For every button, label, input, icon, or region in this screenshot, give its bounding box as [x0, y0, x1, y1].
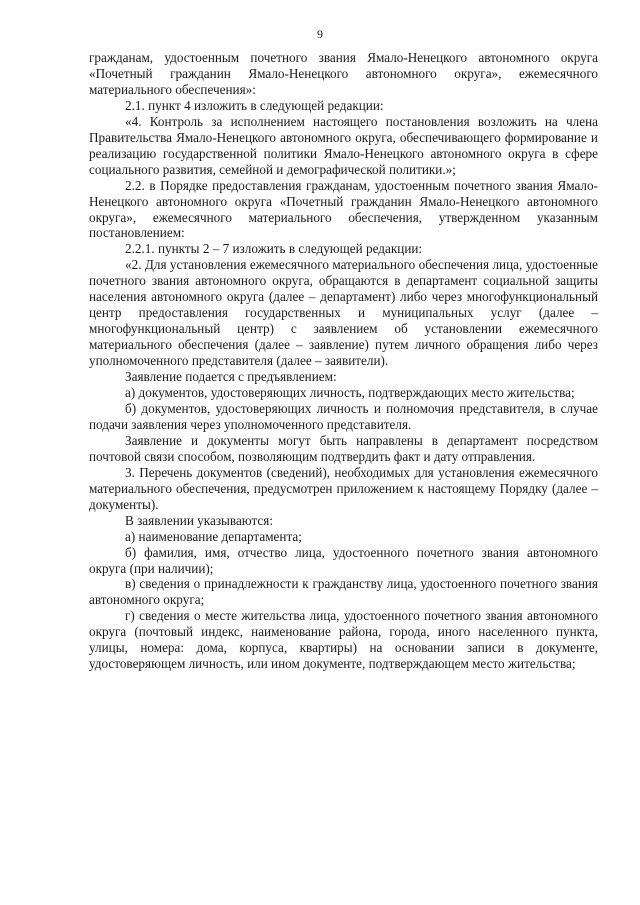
paragraph-contents-a: а) наименование департамента;	[125, 528, 302, 544]
paragraph-contents-v: в) сведения о принадлежности к гражданству лица, удостоенного почетного звания автономного округа;	[89, 576, 598, 608]
paragraph-point-2: «2. Для установления ежемесячного материального обеспечения лица, удостоенные почетного звания автономного округа, обращаются в департамент социальной защиты населения автономного округа (далее – департамент) либо через многофункциональный центр предоставления государственных и муниципальных услуг (далее – многофункциональный центр) с заявлением об установлении ежемесячного материального обеспечения (далее – заявление) путем личного обращения либо через уполномоченного представителя (далее – заявители).	[89, 257, 598, 369]
paragraph-item-2-1: 2.1. пункт 4 изложить в следующей редакции:	[125, 97, 384, 113]
paragraph-contents-g: г) сведения о месте жительства лица, удостоенного почетного звания автономного округа (почтовый индекс, наименование района, города, иного населенного пункта, улицы, номера: дома, корпуса, квартиры) на основании записи в документе, удостоверяющем личность, или ином документе, подтверждающем место жительства;	[89, 608, 598, 672]
paragraph-continuation: гражданам, удостоенным почетного звания Ямало-Ненецкого автономного округа «Почетный гражданин Ямало-Ненецкого автономного округа», ежемесячного материального обеспечения»:	[89, 50, 598, 97]
paragraph-item-2-2-1: 2.2.1. пункты 2 – 7 изложить в следующей редакции:	[125, 241, 423, 257]
paragraph-contents-b: б) фамилия, имя, отчество лица, удостоенного почетного звания автономного округа (при наличии);	[89, 544, 598, 576]
paragraph-point-3: 3. Перечень документов (сведений), необходимых для установления ежемесячного материального обеспечения, предусмотрен приложением к настоящему Порядку (далее – документы).	[89, 464, 598, 512]
paragraph-subitem-b: б) документов, удостоверяющих личность и полномочия представителя, в случае подачи заявления через уполномоченного представителя.	[89, 400, 598, 432]
paragraph-item-2-2: 2.2. в Порядке предоставления гражданам, удостоенным почетного звания Ямало-Ненецкого автономного округа «Почетный гражданин Ямало-Ненецкого автономного округа», ежемесячного материального обеспечения, утвержденном указанным постановлением:	[89, 177, 598, 241]
paragraph-application-submission: Заявление подается с предъявлением:	[125, 369, 337, 385]
paragraph-subitem-a: а) документов, удостоверяющих личность, подтверждающих место жительства;	[125, 385, 575, 401]
document-body	[89, 50, 598, 672]
paragraph-postal-delivery: Заявление и документы могут быть направлены в департамент посредством почтовой связи способом, позволяющим подтвердить факт и дату отправления.	[89, 432, 598, 464]
page-number: 9	[317, 27, 323, 41]
paragraph-point-4: «4. Контроль за исполнением настоящего постановления возложить на члена Правительства Ямало-Ненецкого автономного округа, обеспечивающего формирование и реализацию государственной политики Ямало-Ненецкого автономного округа в сфере социального развития, семейной и демографической политики.»;	[89, 113, 598, 177]
paragraph-application-contents: В заявлении указываются:	[125, 512, 273, 528]
